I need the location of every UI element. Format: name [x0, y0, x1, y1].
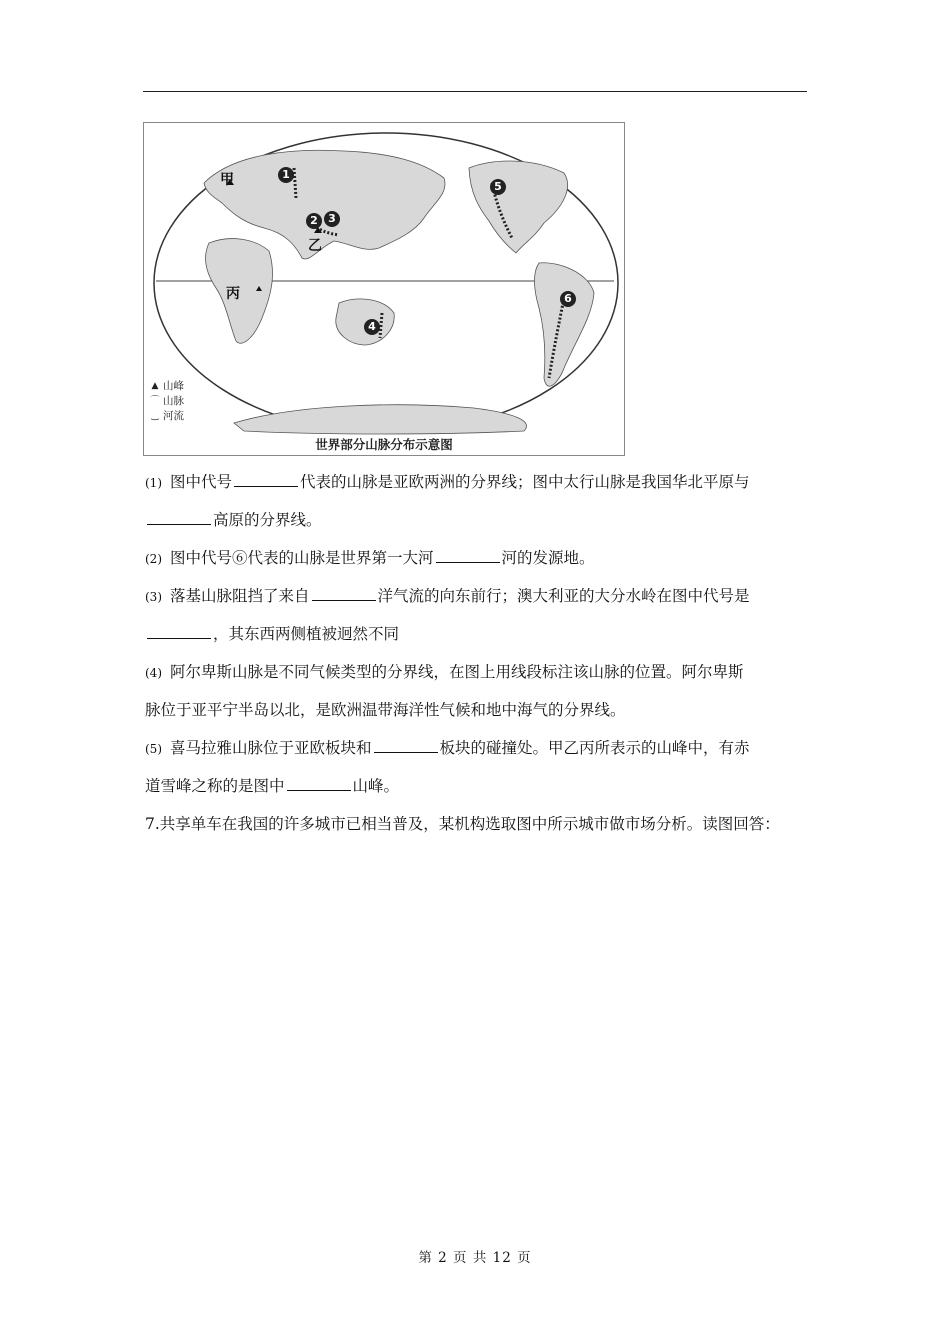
question-3-line-1 [145, 586, 825, 607]
answer-blank[interactable] [312, 586, 376, 601]
question-text: 代表的山脉是亚欧两洲的分界线；图中太行山脉是我国华北平原与 [300, 473, 750, 491]
page-footer: 第 2 页 共 12 页 [418, 1250, 532, 1266]
map-marker-6: 6 [560, 291, 576, 307]
label-bing: 丙 [226, 286, 240, 302]
question-text: 图中代号 [170, 473, 233, 491]
question-text: 落基山脉阻挡了来自 [170, 587, 310, 605]
question-number: (2) [145, 552, 162, 566]
question-3-line-2 [145, 624, 825, 644]
legend-row-river [150, 409, 184, 424]
legend-label: 山峰 [163, 380, 184, 392]
question-text: 阿尔卑斯山脉是不同气候类型的分界线，在图上用线段标注该山脉的位置。阿尔卑斯 [170, 663, 744, 681]
question-5-line-1 [145, 738, 825, 759]
map-legend [150, 379, 184, 424]
question-text: 喜马拉雅山脉位于亚欧板块和 [170, 739, 372, 757]
answer-blank[interactable] [234, 472, 298, 487]
answer-blank[interactable] [147, 624, 211, 639]
question-number: (5) [145, 742, 162, 756]
question-text: ，其东西两侧植被迥然不同 [213, 625, 400, 643]
question-number: (4) [145, 666, 162, 680]
question-1-line-2 [145, 510, 825, 530]
legend-label: 山脉 [163, 395, 184, 407]
world-map-graphic [144, 123, 624, 455]
question-4-line-2 [145, 700, 825, 720]
figure-caption: 世界部分山脉分布示意图 [315, 437, 453, 452]
answer-blank[interactable] [147, 510, 211, 525]
world-mountain-map-figure [143, 122, 625, 456]
question-1-line-1 [145, 472, 825, 493]
question-text: 河的发源地。 [501, 549, 595, 567]
legend-row-peak [150, 379, 184, 394]
answer-blank[interactable] [436, 548, 500, 563]
legend-label: 河流 [163, 410, 184, 422]
question-text: 道雪峰之称的是图中 [145, 777, 285, 795]
question-text: 山峰。 [352, 777, 400, 795]
answer-blank[interactable] [374, 738, 438, 753]
river-icon: ‿ [151, 411, 159, 421]
legend-row-range [150, 394, 184, 409]
question-text: 板块的碰撞处。甲乙丙所表示的山峰中，有赤 [439, 739, 750, 757]
question-number: (3) [145, 590, 162, 604]
question-number: (1) [145, 476, 162, 490]
question-text: 脉位于亚平宁半岛以北，是欧洲温带海洋性气候和地中海气的分界线。 [145, 701, 626, 719]
answer-blank[interactable] [287, 776, 351, 791]
map-marker-4: 4 [364, 319, 380, 335]
label-jia: 甲 [220, 172, 234, 188]
header-rule [143, 91, 807, 92]
mountain-range-icon: ⌒ [150, 396, 160, 406]
map-marker-5: 5 [490, 179, 506, 195]
question-text: 洋气流的向东前行；澳大利亚的大分水岭在图中代号是 [377, 587, 750, 605]
label-yi: 乙 [308, 238, 322, 254]
question-7: 7.共享单车在我国的许多城市已相当普及，某机构选取图中所示城市做市场分析。读图回答： [145, 815, 780, 833]
question-text: 图中代号⑥代表的山脉是世界第一大河 [170, 549, 434, 567]
question-4-line-1 [145, 662, 825, 683]
map-marker-1: 1 [278, 167, 294, 183]
question-2 [145, 548, 825, 569]
map-marker-3: 3 [324, 211, 340, 227]
map-marker-2: 2 [306, 213, 322, 229]
peak-triangle-icon: ▲ [151, 381, 159, 391]
question-text: 高原的分界线。 [213, 511, 322, 529]
question-5-line-2 [145, 776, 825, 796]
